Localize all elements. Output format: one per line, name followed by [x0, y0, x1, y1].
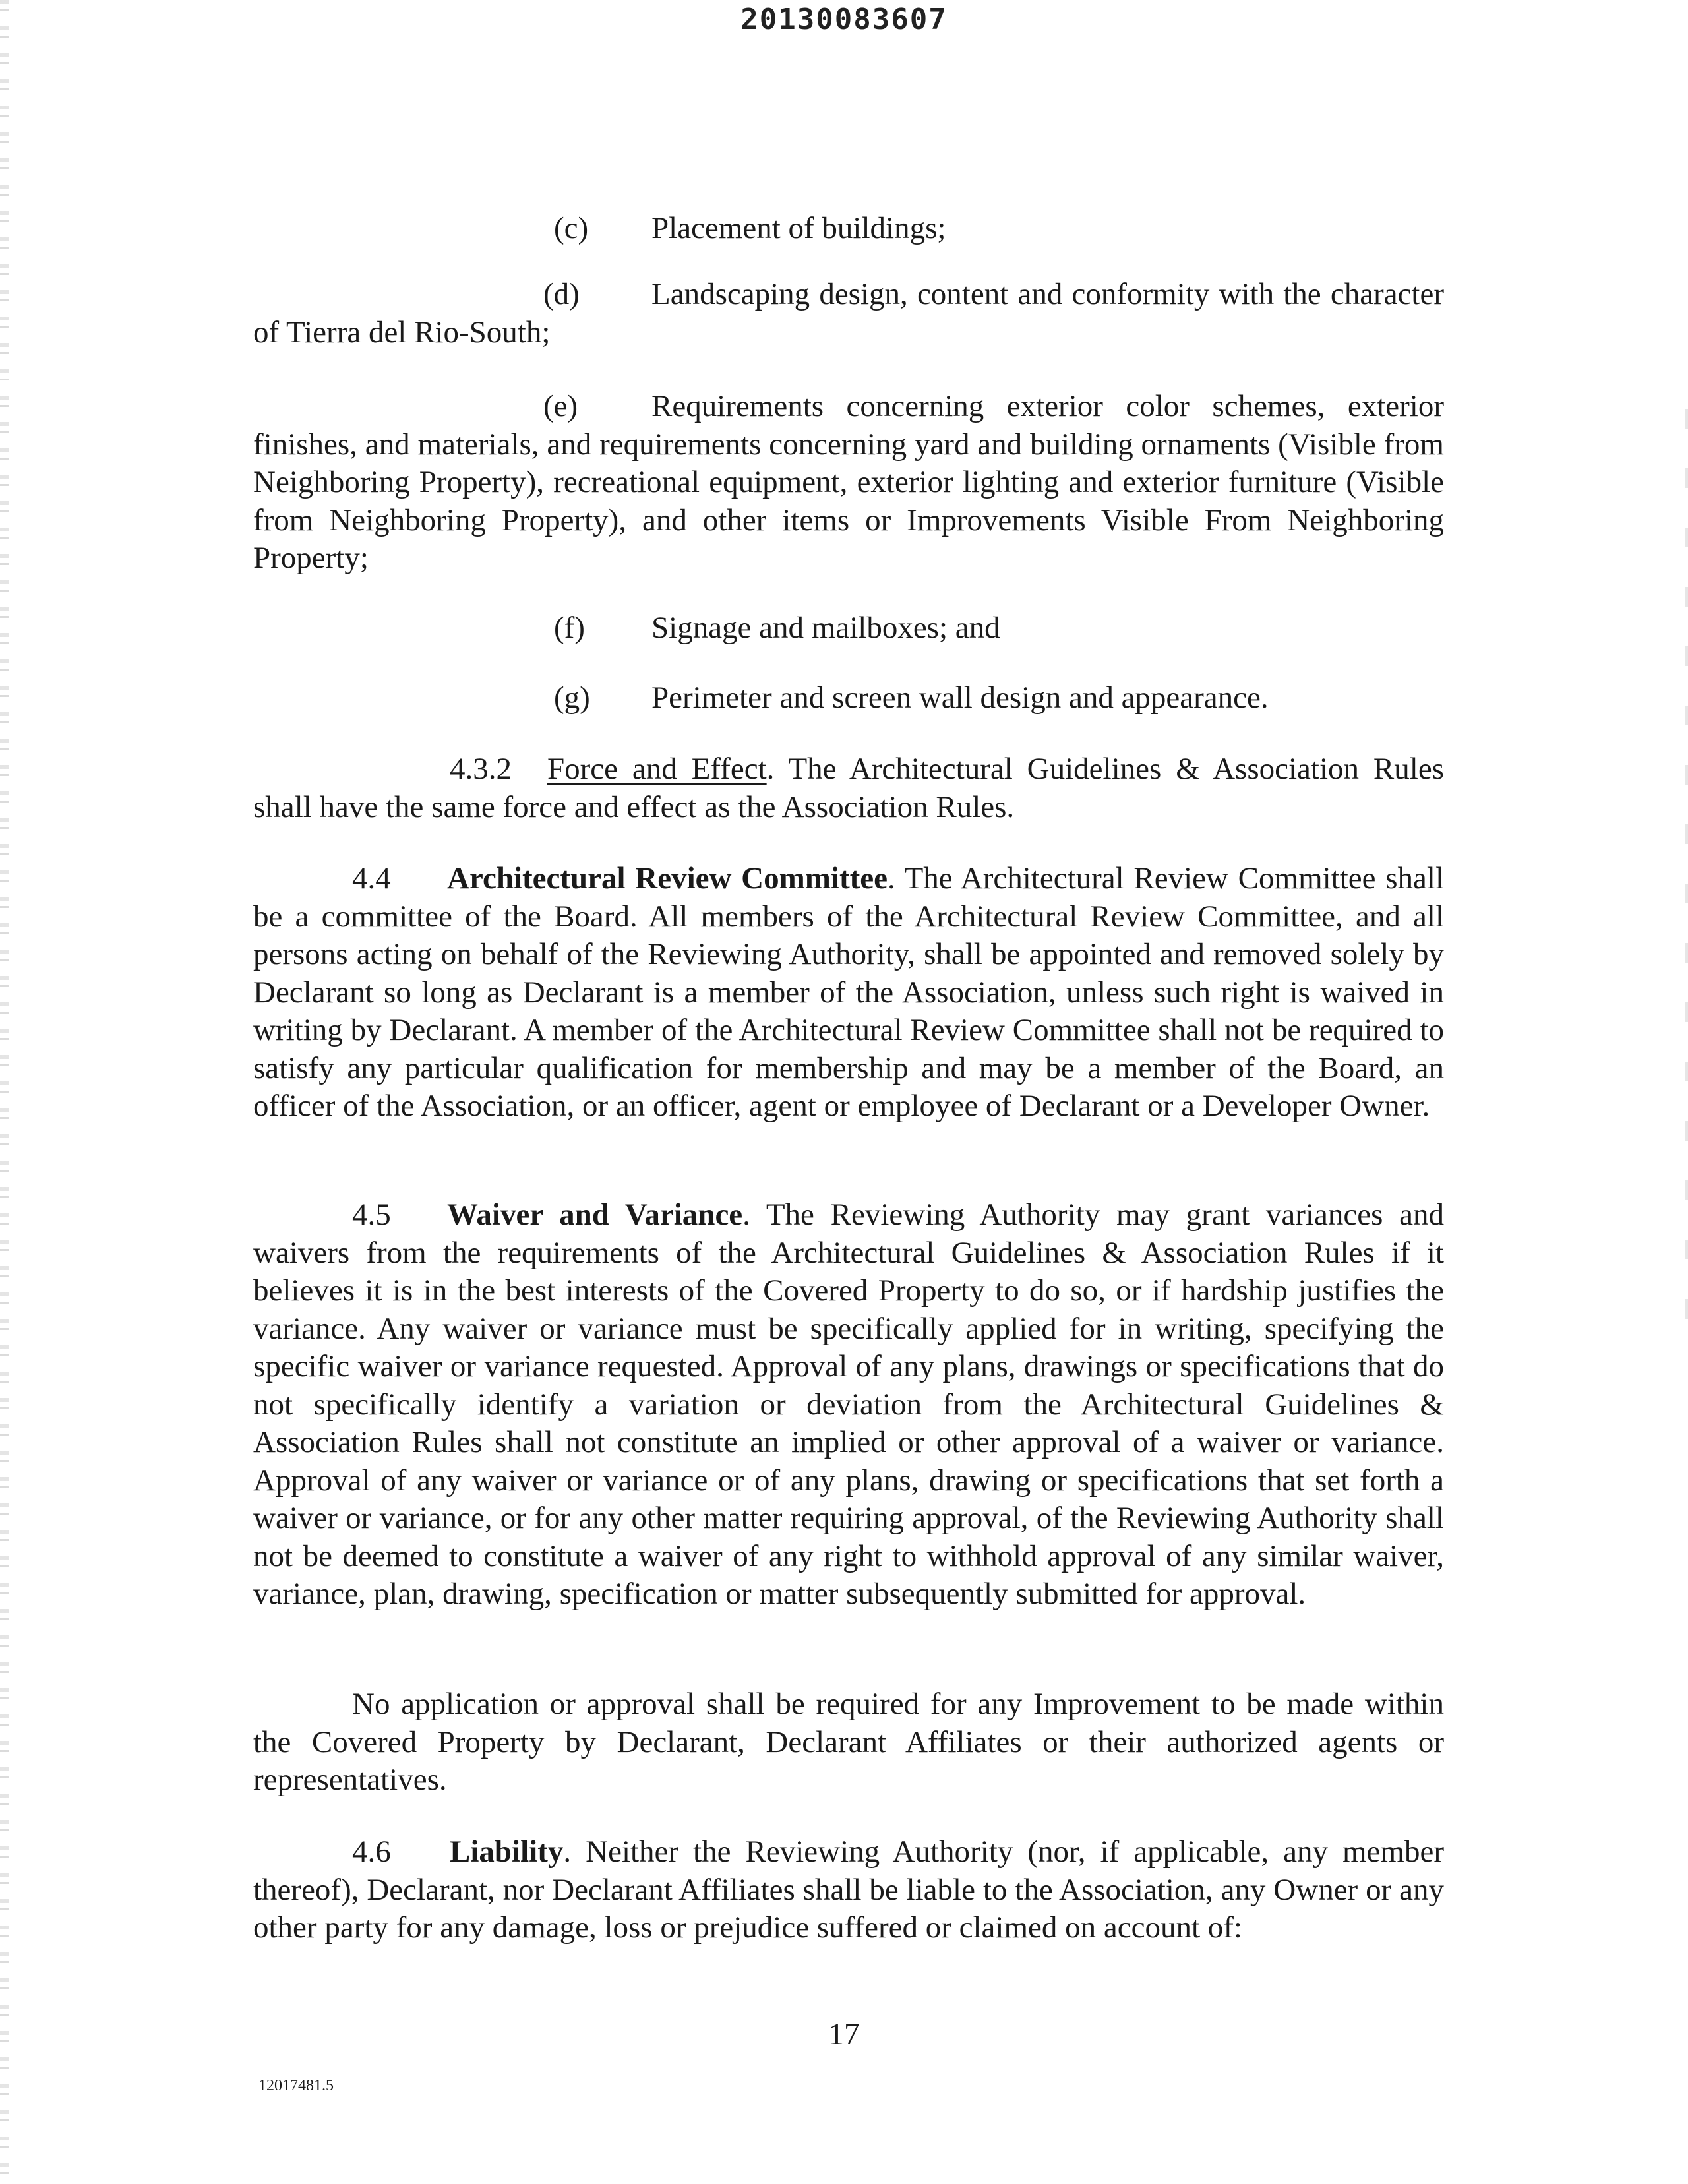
- section-4-4-text: . The Architectural Review Committee shall be a committee of the Board. All members of the Architectural Review Committee, and all persons acting on behalf of the Reviewing Authority, shall be appointed and removed solely by Declarant so long as Declarant is a member of the Association, unless such right is waived in writing by Declarant. A member of the Architectural Review Committee shall not be required to satisfy any particular qualification for membership and may be a member of the Board, an officer of the Association, or an officer, agent or employee of Declarant or a Developer Owner.: [253, 861, 1445, 1123]
- section-4-6: [253, 1833, 1444, 1947]
- section-4-5: [253, 1196, 1444, 1614]
- item-f-text: Signage and mailboxes; and: [651, 611, 1000, 645]
- page-number: 17: [828, 2017, 860, 2051]
- section-4-3-2: [253, 750, 1444, 826]
- item-e: [253, 388, 1444, 578]
- item-d-label: (d): [543, 277, 580, 311]
- section-4-3-2-heading: Force and Effect: [547, 752, 767, 786]
- section-4-6-text: . Neither the Reviewing Authority (nor, if applicable, any member thereof), Declarant, nor Declarant Affiliates shall be liable to the Association, any Owner or any other party for any damage, loss or prejudice suffered or claimed on account of:: [253, 1835, 1444, 1945]
- item-f-label: (f): [554, 611, 585, 645]
- item-g-label: (g): [554, 681, 590, 715]
- footer-document-id: 12017481.5: [258, 2077, 334, 2094]
- section-4-6-heading: Liability: [450, 1835, 564, 1869]
- item-d-text: Landscaping design, content and conformity with the character of Tierra del Rio-South;: [253, 277, 1444, 349]
- section-4-5-number: 4.5: [352, 1198, 391, 1232]
- item-e-text: Requirements concerning exterior color schemes, exterior finishes, and materials, and requirements concerning yard and building ornaments (Visible from Neighboring Property), recreational equipment, exterior lighting and exterior furniture (Visible from Neighboring Property), and other items or Improvements Visible From Neighboring Property;: [253, 389, 1444, 575]
- item-d: [253, 276, 1444, 351]
- section-4-5-text: . The Reviewing Authority may grant variances and waivers from the requirements of the Architectural Guidelines & Association Rules if it believes it is in the best interests of the Covered Property to do so, or if hardship justifies the variance. Any waiver or variance must be specifically applied for in writing, specifying the specific waiver or variance requested. Approval of any plans, drawings or specifications that do not specifically identify a variation or deviation from the Architectural Guidelines & Association Rules shall not constitute an implied or other approval of a waiver or variance. Approval of any waiver or variance or of any plans, drawing or specifications that set forth a waiver or variance, or for any other matter requiring approval, of the Reviewing Authority shall not be deemed to constitute a waiver of any right to withhold approval of any similar waiver, variance, plan, drawing, specification or matter subsequently submitted for approval.: [253, 1198, 1444, 1611]
- section-4-3-2-text: . The Architectural Guidelines & Association Rules shall have the same force and effect as the Association Rules.: [253, 752, 1444, 824]
- item-c-text: Placement of buildings;: [651, 211, 946, 245]
- section-4-3-2-number: 4.3.2: [450, 752, 512, 786]
- section-4-4-heading: Architectural Review Committee: [447, 861, 888, 895]
- section-4-4: [253, 860, 1444, 1126]
- scan-edge-artifact: [0, 0, 9, 2184]
- document-number: 20130083607: [740, 3, 948, 36]
- item-g-text: Perimeter and screen wall design and appearance.: [651, 681, 1269, 715]
- item-c-label: (c): [554, 211, 589, 245]
- section-4-5-heading: Waiver and Variance: [447, 1198, 743, 1232]
- paragraph-no-application: [253, 1685, 1444, 1800]
- section-4-4-number: 4.4: [352, 861, 391, 895]
- item-e-label: (e): [543, 389, 578, 423]
- scan-edge-artifact-right: [1685, 409, 1688, 1332]
- paragraph-no-application-text: No application or approval shall be required for any Improvement to be made within the Covered Property by Declarant, Declarant Affiliates or their authorized agents or representatives.: [253, 1687, 1444, 1797]
- section-4-6-number: 4.6: [352, 1835, 391, 1869]
